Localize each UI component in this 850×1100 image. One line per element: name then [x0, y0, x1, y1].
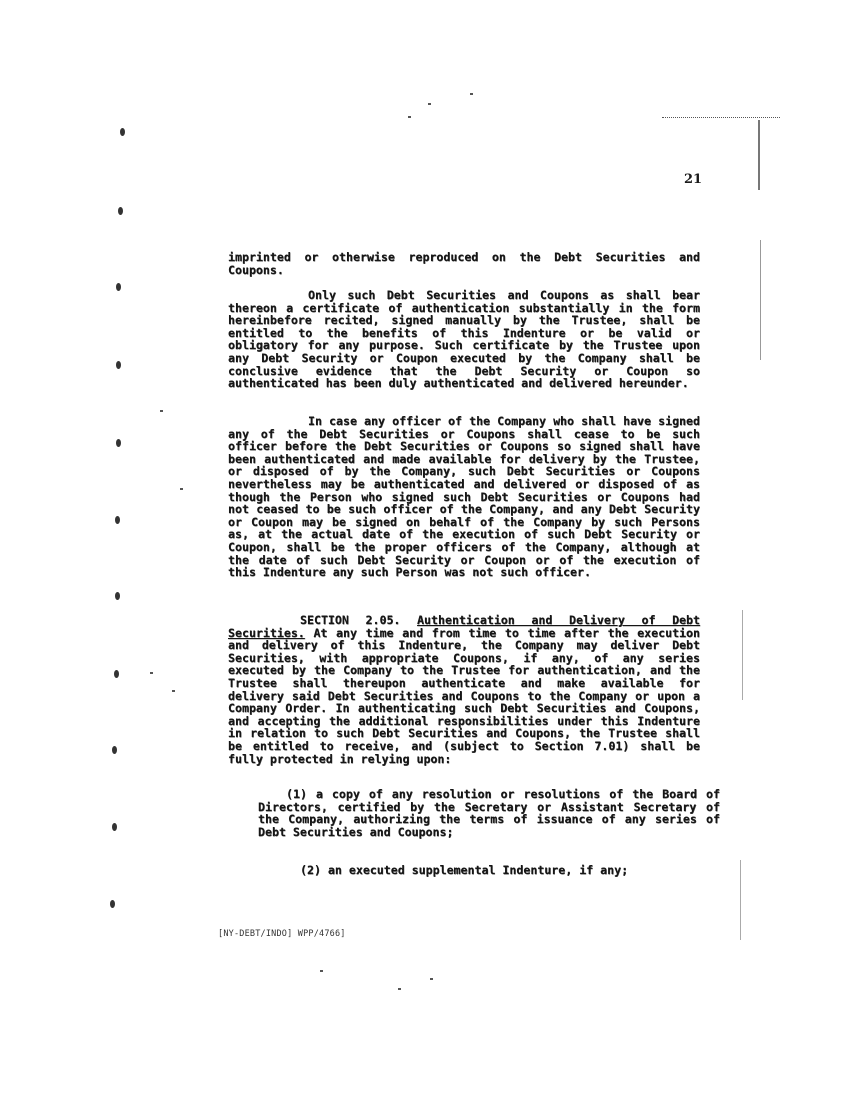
scan-speck — [172, 690, 175, 692]
scan-edge-line — [740, 860, 741, 940]
page-number: 21 — [684, 172, 703, 187]
section-heading: Authentication and Delivery of Debt Securities. — [228, 613, 700, 640]
binder-hole-mark — [118, 207, 123, 215]
binder-hole-mark — [115, 516, 120, 524]
scan-edge-line — [758, 120, 760, 190]
document-footer-code: [NY-DEBT/INDO] WPP/4766] — [218, 929, 346, 939]
section-body: At any time and from time to time after the execution and delivery of this Indenture, the Company may deliver Debt Securities, with appropriate Coupons, if any, of any series executed by the Company to the Trustee for authentication, and the Trustee shall thereupon authenticate and make available for delivery said Debt Securities and Coupons to the Company or upon a Company Order. In authenticating such Debt Securities and Coupons, and accepting the additional responsibilities under this Indenture in relation to such Debt Securities and Coupons, the Trustee shall be entitled to receive, and (subject to Section 7.01) shall be fully protected in relying upon: — [228, 625, 700, 766]
scan-speck — [150, 672, 153, 674]
paragraph-authentication-certificate: Only such Debt Securities and Coupons as shall bear thereon a certificate of authentication substantially in the form hereinbefore recited, signed manually by the Trustee, shall be entitled to the benefits of this Indenture or be valid or obligatory for any purpose. Such certificate by the Trustee upon any Debt Security or Coupon executed by the Company shall be conclusive evidence that the Debt Security or Coupon so authenticated has been duly authenticated and delivered hereunder. — [228, 288, 700, 391]
binder-hole-mark — [116, 283, 121, 291]
paragraph-continuation: imprinted or otherwise reproduced on the Debt Securities and Coupons. — [228, 250, 700, 277]
scan-speck — [430, 978, 433, 980]
scan-speck — [180, 488, 183, 490]
binder-hole-mark — [116, 439, 121, 447]
binder-hole-mark — [115, 592, 120, 600]
scan-speck — [398, 988, 401, 990]
scan-edge-line — [742, 610, 743, 700]
list-item-supplemental-indenture: (2) an executed supplemental Indenture, if any; — [300, 863, 629, 877]
binder-hole-mark — [120, 128, 125, 136]
scan-speck — [408, 116, 411, 118]
scan-speck — [428, 103, 431, 105]
binder-hole-mark — [112, 823, 117, 831]
scan-artifact-top — [662, 117, 780, 119]
scan-speck — [320, 970, 323, 972]
scan-speck — [160, 410, 163, 412]
binder-hole-mark — [116, 361, 121, 369]
section-number: SECTION 2.05. — [300, 613, 401, 627]
paragraph-officer-cessation: In case any officer of the Company who shall have signed any of the Debt Securities or Coupons shall cease to be such officer before the Debt Securities or Coupons so signed shall have been authenticated and made available for delivery by the Trustee, or disposed of by the Company, such Debt Securities or Coupons nevertheless may be authenticated and delivered or disposed of as though the Person who signed such Debt Securities or Coupons had not ceased to be such officer of the Company, and any Debt Security or Coupon may be signed on behalf of the Company by such Persons as, at the actual date of the execution of such Debt Security or Coupon, shall be the proper officers of the Company, although at the date of such Debt Security or Coupon or of the execution of this Indenture any such Person was not such officer. — [228, 414, 700, 580]
section-2-05 — [228, 614, 700, 765]
scan-speck — [470, 93, 473, 95]
binder-hole-mark — [112, 746, 117, 754]
list-item-board-resolution: (1) a copy of any resolution or resolutions of the Board of Directors, certified by the Secretary or Assistant Secretary of the Company, authorizing the terms of issuance of any series of Debt Securities and Coupons; — [258, 787, 720, 839]
scan-edge-line — [760, 240, 761, 360]
binder-hole-mark — [114, 670, 119, 678]
binder-hole-mark — [110, 900, 115, 908]
